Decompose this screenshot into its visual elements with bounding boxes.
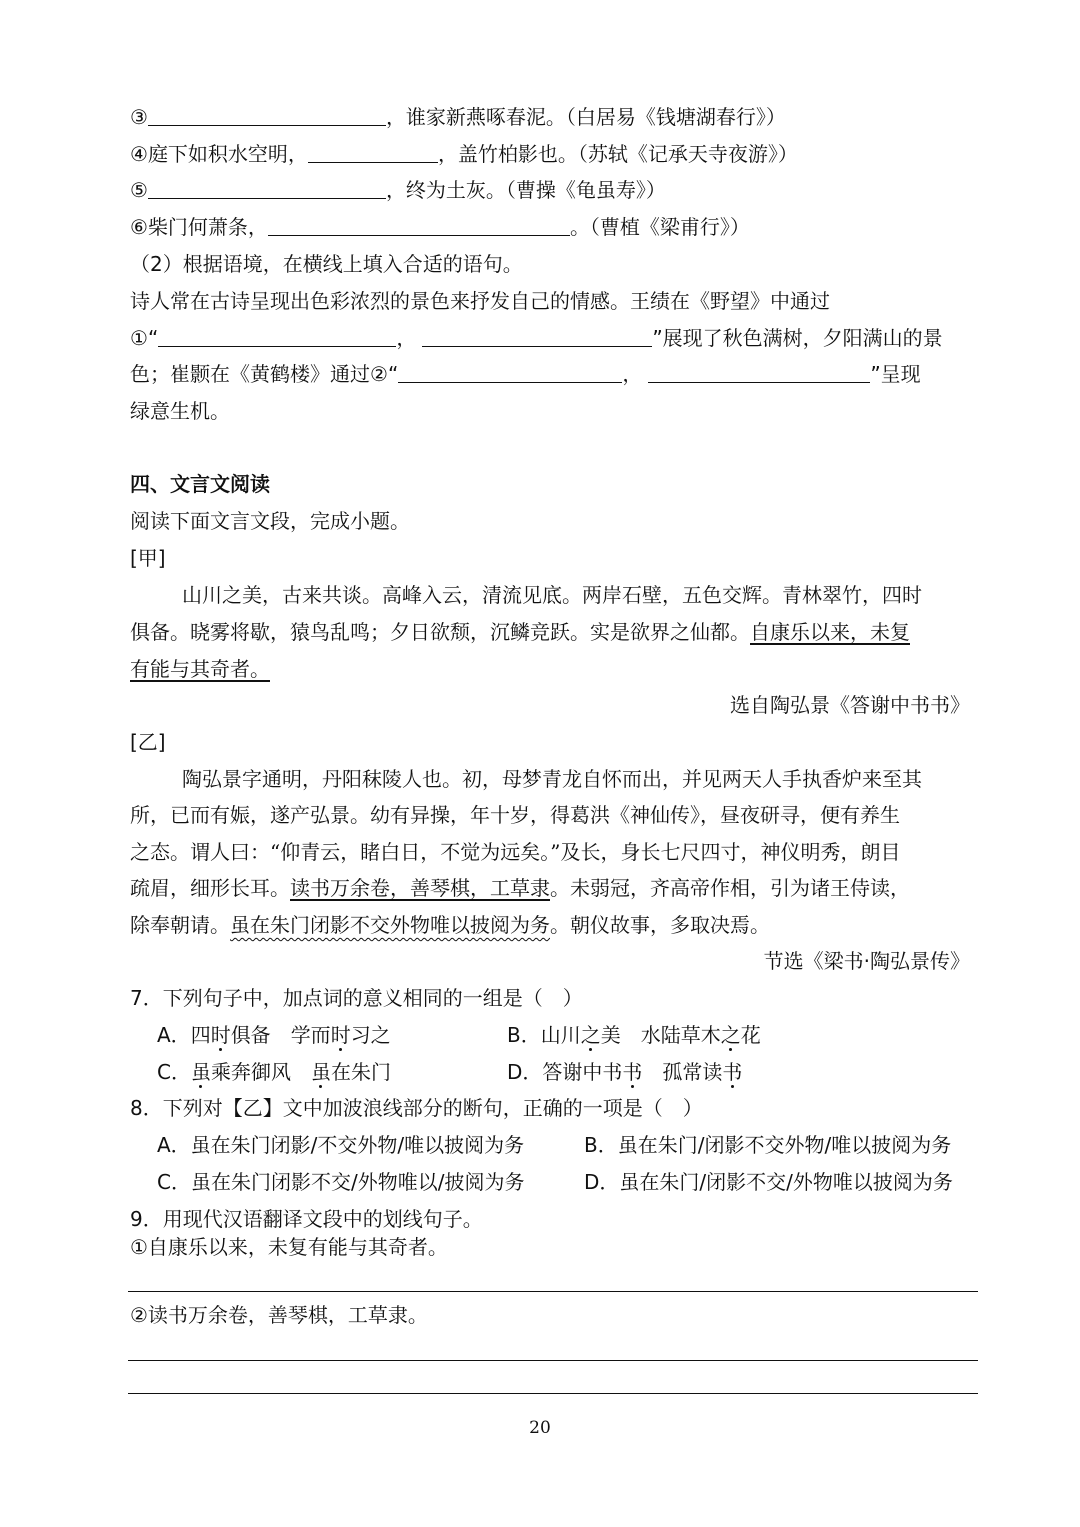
item-text: 色；崔颢在《黄鹤楼》通过 xyxy=(130,362,370,386)
fill-in-item-6 xyxy=(130,212,750,242)
option-text: 山川 xyxy=(540,1023,581,1047)
context-line: 绿意生机。 xyxy=(130,399,230,423)
fill-in-item-4 xyxy=(130,139,798,169)
option-text: 孤常读 xyxy=(662,1060,723,1084)
section-instruction: 阅读下面文言文段，完成小题。 xyxy=(130,509,410,533)
underlined-sentence: 有能与其奇者。 xyxy=(130,657,270,681)
dotted-word: 时 xyxy=(330,1023,351,1047)
q8-option-c[interactable]: C．虽在朱门闭影不交/外物唯以/披阅为务 xyxy=(157,1170,525,1194)
q7-option-b[interactable] xyxy=(507,1020,761,1050)
context-intro: （2）根据语境，在横线上填入合适的语句。 xyxy=(130,252,523,276)
option-text: 答谢中书 xyxy=(542,1060,623,1084)
answer-blank[interactable] xyxy=(422,324,652,347)
item-text: 庭下如积水空明， xyxy=(147,142,308,166)
dotted-word: 之 xyxy=(580,1023,601,1047)
item-number: ① xyxy=(130,326,148,350)
option-label: A． xyxy=(157,1023,191,1047)
q8-option-a[interactable]: A．虽在朱门闭影/不交外物/唯以披阅为务 xyxy=(157,1133,525,1157)
underlined-sentence: 自康乐以来，未复 xyxy=(750,620,910,644)
q7-option-d[interactable] xyxy=(507,1057,742,1087)
option-text: 乘奔御风 xyxy=(210,1060,291,1084)
passage-a-line: 山川之美，古来共谈。高峰入云，清流见底。两岸石壁，五色交辉。青林翠竹，四时 xyxy=(182,583,922,607)
option-text: 学而 xyxy=(290,1023,331,1047)
dotted-word: 之 xyxy=(720,1023,741,1047)
item-text: ，终为土灰。（曹操《龟虽寿》） xyxy=(385,178,666,202)
dotted-word: 虽 xyxy=(190,1060,211,1084)
item-number: ③ xyxy=(130,105,148,129)
item-text: ，谁家新燕啄春泥。（白居易《钱塘湖春行》） xyxy=(385,105,786,129)
dotted-word: 虽 xyxy=(310,1060,331,1084)
answer-blank[interactable] xyxy=(148,103,386,126)
punctuation: ， xyxy=(622,362,643,386)
passage-text: 。未弱冠，齐高帝作相，引为诸王侍读， xyxy=(550,876,910,900)
question-9-stem: 9．用现代汉语翻译文段中的划线句子。 xyxy=(130,1207,483,1231)
answer-blank[interactable] xyxy=(268,213,570,236)
punctuation: ， xyxy=(396,326,417,350)
item-number: ④ xyxy=(130,142,148,166)
option-text: 美 xyxy=(600,1023,621,1047)
context-line xyxy=(130,359,921,389)
answer-line[interactable] xyxy=(128,1291,978,1292)
q7-option-c[interactable] xyxy=(157,1057,391,1087)
q8-option-d[interactable]: D．虽在朱门/闭影不交/外物唯以披阅为务 xyxy=(584,1170,953,1194)
passage-b-line: 所，已而有娠，遂产弘景。幼有异操，年十岁，得葛洪《神仙传》，昼夜研寻，便有养生 xyxy=(130,803,900,827)
item-text: ，盖竹柏影也。（苏轼《记承天寺夜游》） xyxy=(437,142,798,166)
answer-line[interactable] xyxy=(128,1393,978,1394)
passage-b-source: 节选《梁书·陶弘景传》 xyxy=(763,949,970,973)
item-number: ⑤ xyxy=(130,178,148,202)
dotted-word: 书 xyxy=(622,1060,643,1084)
context-line xyxy=(130,323,943,353)
item-text: ”展现了秋色满树，夕阳满山的景 xyxy=(652,326,943,350)
underlined-sentence: 读书万余卷，善琴棋，工草隶 xyxy=(290,876,550,900)
context-line: 诗人常在古诗呈现出色彩浓烈的景色来抒发自己的情感。王绩在《野望》中通过 xyxy=(130,289,830,313)
quote-mark: “ xyxy=(387,362,399,386)
fill-in-item-5 xyxy=(130,175,666,205)
item-number: ⑥ xyxy=(130,215,148,239)
passage-b-line xyxy=(130,873,910,903)
item-text: ”呈现 xyxy=(870,362,921,386)
option-text: 水陆草木 xyxy=(640,1023,721,1047)
option-label: D． xyxy=(507,1060,543,1084)
question-7-stem: 7．下列句子中，加点词的意义相同的一组是（ ） xyxy=(130,986,583,1010)
passage-a-line xyxy=(130,654,270,684)
section-title: 四、文言文阅读 xyxy=(130,472,270,496)
q7-option-a[interactable] xyxy=(157,1020,391,1050)
item-number: ② xyxy=(370,362,388,386)
item-text: 。（曹植《梁甫行》） xyxy=(569,215,750,239)
answer-blank[interactable] xyxy=(398,360,622,383)
passage-a-source: 选自陶弘景《答谢中书书》 xyxy=(730,693,970,717)
item-text: 柴门何萧条， xyxy=(147,215,268,239)
fill-in-item-3 xyxy=(130,102,786,132)
option-text: 俱备 xyxy=(230,1023,271,1047)
passage-b-line: 陶弘景字通明，丹阳秣陵人也。初，母梦青龙自怀而出，并见两天人手执香炉来至其 xyxy=(182,767,922,791)
passage-text: 除奉朝请。 xyxy=(130,913,230,937)
page-number: 20 xyxy=(529,1418,551,1438)
option-text: 在朱门 xyxy=(330,1060,391,1084)
option-text: 习之 xyxy=(350,1023,391,1047)
dotted-word: 时 xyxy=(210,1023,231,1047)
option-label: C． xyxy=(157,1060,191,1084)
option-text: 花 xyxy=(740,1023,761,1047)
answer-blank[interactable] xyxy=(158,324,396,347)
answer-blank[interactable] xyxy=(148,176,386,199)
dotted-word: 书 xyxy=(722,1060,743,1084)
passage-text: 俱备。晓雾将歇，猿鸟乱鸣；夕日欲颓，沉鳞竞跃。实是欲界之仙都。 xyxy=(130,620,750,644)
answer-line[interactable] xyxy=(128,1360,978,1361)
passage-b-line xyxy=(130,910,770,940)
q8-option-b[interactable]: B．虽在朱门/闭影不交外物/唯以披阅为务 xyxy=(584,1133,952,1157)
passage-b-line: 之态。谓人曰：“仰青云，睹白日，不觉为远矣。”及长，身长七尺四寸，神仪明秀，朗目 xyxy=(130,840,901,864)
answer-blank[interactable] xyxy=(648,360,870,383)
passage-a-label: [甲] xyxy=(130,546,166,570)
q9-sentence-1: ①自康乐以来，未复有能与其奇者。 xyxy=(130,1235,448,1259)
wavy-underlined-sentence: 虽在朱门闭影不交外物唯以披阅为务 xyxy=(230,913,550,937)
passage-text: 疏眉，细形长耳。 xyxy=(130,876,290,900)
q9-sentence-2: ②读书万余卷，善琴棋，工草隶。 xyxy=(130,1303,428,1327)
passage-b-label: [乙] xyxy=(130,730,166,754)
passage-a-line xyxy=(130,617,910,647)
answer-blank[interactable] xyxy=(308,140,438,163)
passage-text: 。朝仪故事，多取决焉。 xyxy=(550,913,770,937)
option-label: B． xyxy=(507,1023,541,1047)
question-8-stem: 8．下列对【乙】文中加波浪线部分的断句，正确的一项是（ ） xyxy=(130,1096,703,1120)
quote-mark: “ xyxy=(147,326,159,350)
option-text: 四 xyxy=(190,1023,211,1047)
